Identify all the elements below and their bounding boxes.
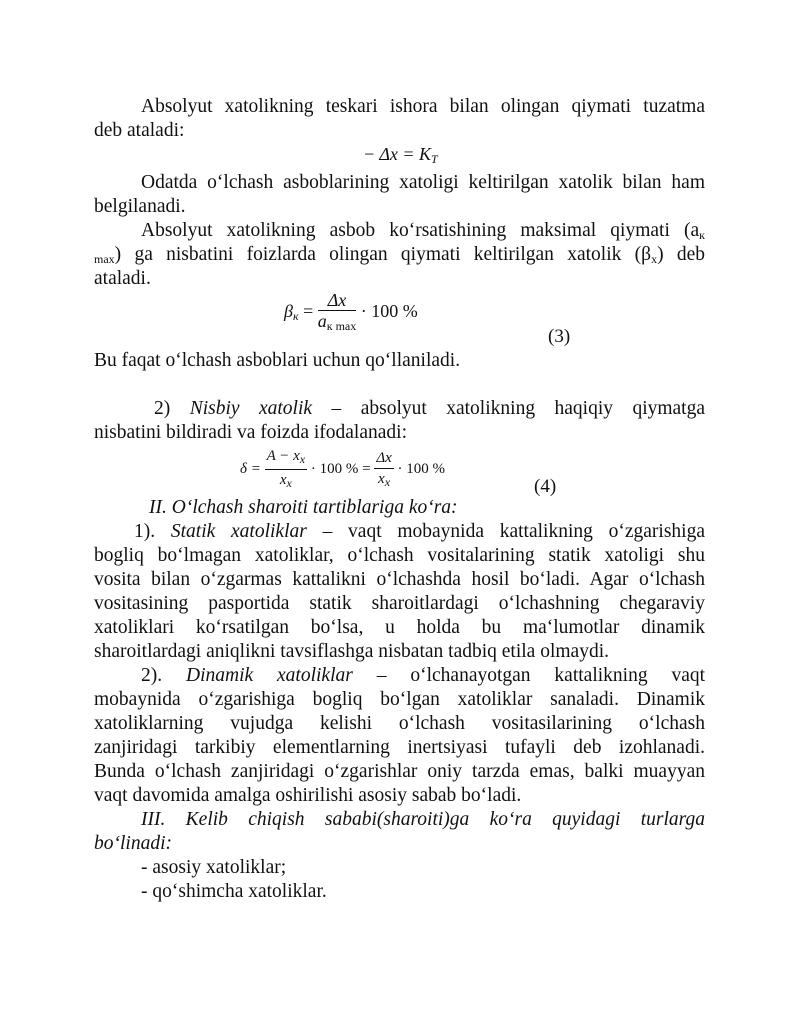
heading-origin-cause-line-1: III. Kelib chiqish sababi(sharoiti)ga ko‘ra quyidagi turlarga	[141, 809, 705, 830]
equation-relative-error: δ = $\frac{A - x_x}{x_x}$ · 100 % = $\frac{\Delta x}{x_x}$ · 100 %	[240, 446, 445, 493]
paragraph-2-line-1: Odatda o‘lchash asboblarining xatoligi keltirilgan xatolik bilan ham	[141, 172, 705, 193]
equation-number-3: (3)	[548, 326, 571, 347]
fraction-relative-error-2: $\frac{\Delta x}{x_x}$	[376, 449, 392, 489]
list-item-additional-errors: - qo‘shimcha xatoliklar.	[141, 881, 327, 902]
dynamic-errors-line-5: Bunda o‘lchash zanjiridagi o‘zgarishlar oniy tarzda emas, balki muayyan	[94, 761, 705, 782]
static-errors-line-2: bogliq bo‘lmagan xatoliklar, o‘lchash vositalarining statik xatoligi shu	[94, 545, 705, 566]
equation-number-4: (4)	[534, 476, 557, 497]
relative-error-line-1: 2) Nisbiy xatolik – absolyut xatolikning haqiqiy qiymatga	[154, 398, 706, 419]
paragraph-3-line-3: ataladi.	[94, 268, 151, 289]
paragraph-4-line-1: Bu faqat o‘lchash asboblari uchun qo‘llaniladi.	[94, 350, 461, 371]
list-item-main-errors: - asosiy xatoliklar;	[141, 857, 287, 878]
static-errors-line-5: xatoliklari ko‘rsatilgan bo‘lsa, u holda bu ma‘lumotlar dinamik	[94, 617, 705, 638]
paragraph-3-line-2: $_{max}$) ga nisbatini foizlarda olingan qiymati keltirilgan xatolik $(\beta_x)$ deb	[94, 244, 705, 266]
dynamic-errors-line-1: 2). Dinamik xatoliklar – o‘lchanayotgan kattalikning vaqt	[141, 665, 706, 686]
dynamic-errors-line-6: vaqt davomida amalga oshirilishi asosiy sabab bo‘ladi.	[94, 785, 522, 806]
heading-origin-cause-line-2: bo‘linadi:	[94, 833, 172, 854]
static-errors-line-4: vositasining pasportida statik sharoitlardagi o‘lchashning chegaraviy	[94, 593, 705, 614]
equation-reduced-error: $\beta_к$ = $\frac{\Delta x}{a_{к max}}$ · 100 %	[284, 290, 418, 336]
static-errors-line-6: sharoitlardagi aniqlikni tavsiflashga nisbatan tadbiq etila olmaydi.	[94, 641, 609, 662]
fraction-reduced-error: $\frac{\Delta x}{a_{к max}}$	[317, 290, 357, 333]
paragraph-1-line-2: deb ataladi:	[94, 120, 185, 141]
static-errors-line-1: 1). Statik xatoliklar – vaqt mobaynida kattalikning o‘zgarishiga	[134, 521, 705, 542]
heading-measurement-conditions: II. O‘lchash sharoiti tartiblariga ko‘ra:	[149, 497, 458, 518]
static-errors-line-3: vosita bilan o‘zgarmas kattalikni o‘lchashda hosil bo‘ladi. Agar o‘lchash	[94, 569, 705, 590]
paragraph-2-line-2: belgilanadi.	[94, 196, 186, 217]
relative-error-line-2: nisbatini bildiradi va foizda ifodalanadi:	[94, 422, 407, 443]
dynamic-errors-line-3: xatoliklarning vujudga kelishi o‘lchash vositasilarining o‘lchash	[94, 713, 705, 734]
paragraph-3-line-1: Absolyut xatolikning asbob ko‘rsatishining maksimal qiymati ($a_к$	[141, 220, 705, 242]
dynamic-errors-line-4: zanjiridagi tarkibiy elementlarning inertsiyasi tufayli deb izohlanadi.	[94, 737, 705, 758]
equation-correction: − $\Delta x = K_T$	[363, 144, 438, 166]
dynamic-errors-line-2: mobaynida o‘zgarishiga bogliq bo‘lgan xatoliklar sanaladi. Dinamik	[94, 689, 705, 710]
paragraph-1-line-1: Absolyut xatolikning teskari ishora bilan olingan qiymati tuzatma	[141, 96, 705, 117]
fraction-relative-error-1: $\frac{A - x_x}{x_x}$	[266, 448, 306, 490]
